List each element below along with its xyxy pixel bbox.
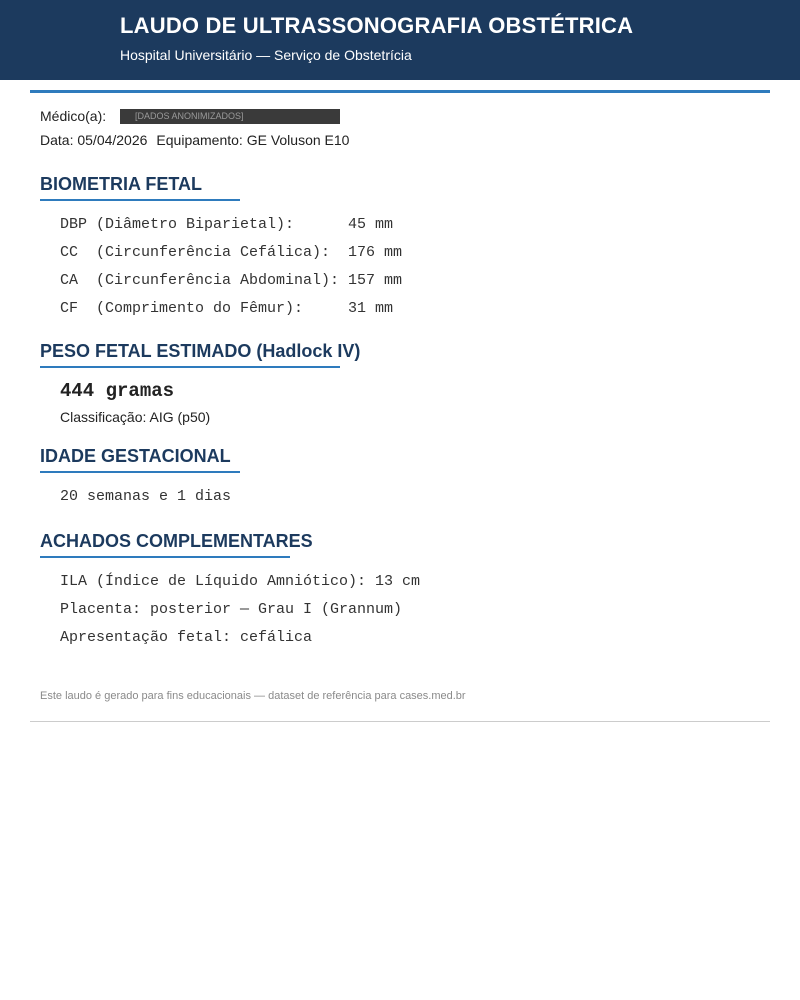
header-divider <box>30 90 770 93</box>
biometry-row-dbp: DBP (Diâmetro Biparietal): 45 mm <box>60 216 394 233</box>
section-rule-findings <box>40 556 290 558</box>
exam-equipment: Equipamento: GE Voluson E10 <box>156 132 350 148</box>
finding-row-placenta: Placenta: posterior — Grau I (Grannum) <box>60 601 403 618</box>
section-rule-biometry <box>40 199 240 201</box>
section-title-weight: PESO FETAL ESTIMADO (Hadlock IV) <box>40 341 361 361</box>
finding-row-ila: ILA (Índice de Líquido Amniótico): 13 cm <box>60 573 421 590</box>
section-rule-weight <box>40 366 340 368</box>
exam-meta-line <box>40 132 349 148</box>
biometry-row-cf: CF (Comprimento do Fêmur): 31 mm <box>60 300 394 317</box>
finding-row-presentation: Apresentação fetal: cefálica <box>60 629 313 646</box>
biometry-row-ca: CA (Circunferência Abdominal): 157 mm <box>60 272 403 289</box>
gestational-age-value: 20 semanas e 1 dias <box>60 488 232 505</box>
fetal-weight-classification: Classificação: AIG (p50) <box>60 409 211 425</box>
physician-label: Médico(a): <box>40 108 107 124</box>
exam-date: Data: 05/04/2026 <box>40 132 148 148</box>
section-rule-gestational-age <box>40 471 240 473</box>
biometry-row-cc: CC (Circunferência Cefálica): 176 mm <box>60 244 403 261</box>
section-title-gestational-age: IDADE GESTACIONAL <box>40 446 231 466</box>
footer-disclaimer: Este laudo é gerado para fins educacionais — dataset de referência para cases.med.br <box>40 690 466 702</box>
fetal-weight-value: 444 gramas <box>60 380 175 402</box>
section-title-findings: ACHADOS COMPLEMENTARES <box>40 531 313 551</box>
physician-redacted: [DADOS ANONIMIZADOS] <box>120 109 340 124</box>
section-title-biometry: BIOMETRIA FETAL <box>40 174 202 194</box>
report-title: LAUDO DE ULTRASSONOGRAFIA OBSTÉTRICA <box>120 13 634 38</box>
report-subtitle: Hospital Universitário — Serviço de Obstetrícia <box>120 47 412 63</box>
footer-divider <box>30 721 770 722</box>
report-header <box>0 0 800 80</box>
